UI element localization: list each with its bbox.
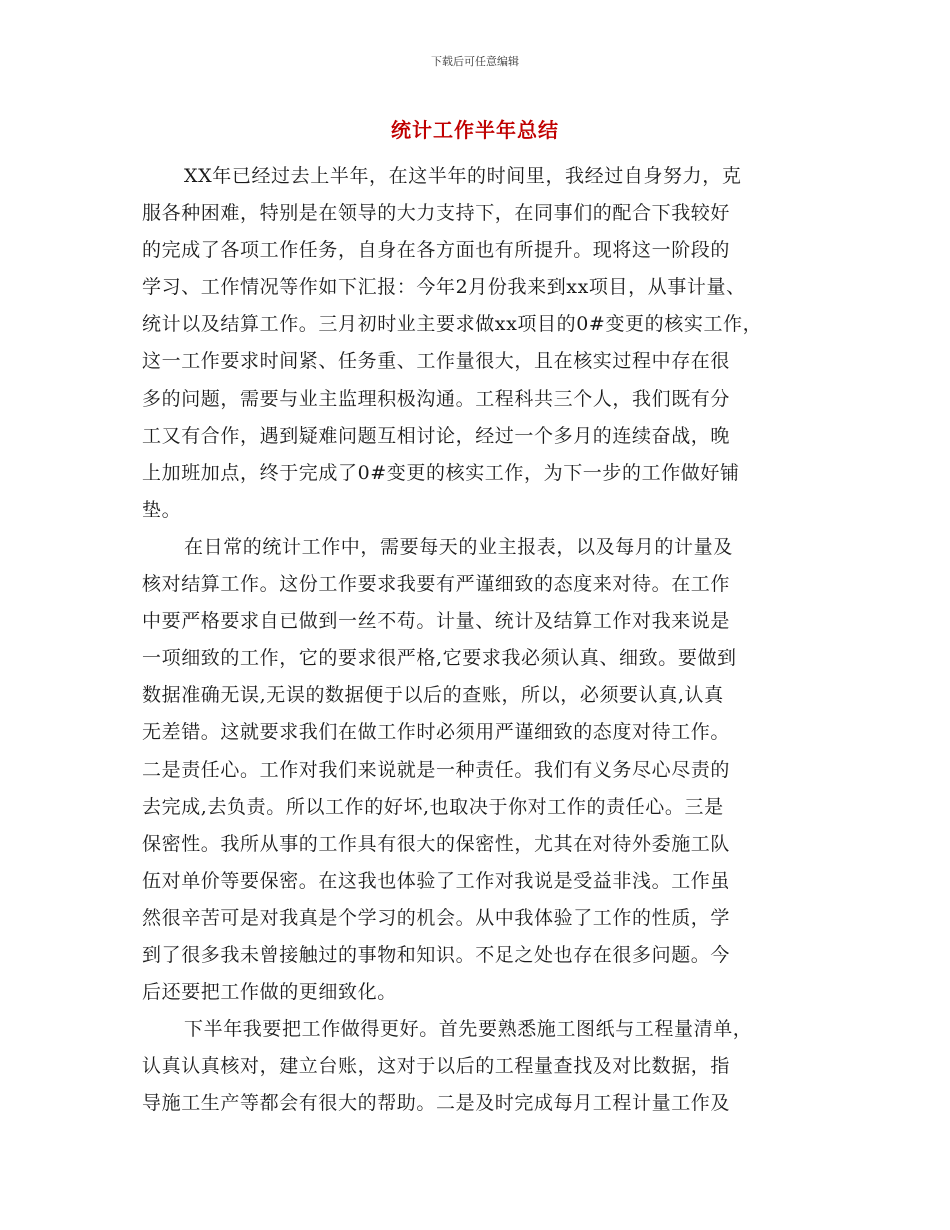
body-line-21: 然很辛苦可是对我真是个学习的机会。从中我体验了工作的性质，学 [142, 906, 731, 929]
body-line-20: 伍对单价等要保密。在这我也体验了工作对我说是受益非浅。工作虽 [142, 869, 731, 892]
body-line-26: 导施工生产等都会有很大的帮助。二是及时完成每月工程计量工作及 [142, 1092, 731, 1115]
body-line-5: 统计以及结算工作。三月初时业主要求做xx项目的0#变更的核实工作， [142, 313, 763, 336]
body-line-19: 保密性。我所从事的工作具有很大的保密性，尤其在对待外委施工队 [142, 832, 731, 855]
document-title: 统计工作半年总结 [391, 118, 559, 142]
body-line-15: 数据准确无误,无误的数据便于以后的查账，所以，必须要认真,认真 [142, 684, 724, 707]
body-line-3: 的完成了各项工作任务，自身在各方面也有所提升。现将这一阶段的 [142, 239, 731, 262]
body-line-7: 多的问题，需要与业主监理积极沟通。工程科共三个人，我们既有分 [142, 387, 731, 410]
body-line-12: 核对结算工作。这份工作要求我要有严谨细致的态度来对待。在工作 [142, 573, 731, 596]
body-line-9: 上加班加点，终于完成了0#变更的核实工作，为下一步的工作做好铺 [142, 461, 740, 484]
body-line-25: 认真认真核对，建立台账，这对于以后的工程量查找及对比数据，指 [142, 1055, 731, 1078]
body-line-6: 这一工作要求时间紧、任务重、工作量很大，且在核实过程中存在很 [142, 350, 731, 373]
body-line-2: 服各种困难，特别是在领导的大力支持下，在同事们的配合下我较好 [142, 202, 731, 225]
body-line-11: 在日常的统计工作中，需要每天的业主报表，以及每月的计量及 [184, 535, 733, 558]
body-line-16: 无差错。这就要求我们在做工作时必须用严谨细致的态度对待工作。 [142, 721, 731, 744]
body-line-8: 工又有合作，遇到疑难问题互相讨论，经过一个多月的连续奋战，晚 [142, 424, 731, 447]
body-line-10: 垫。 [142, 498, 182, 521]
page-header-note: 下载后可任意编辑 [431, 55, 519, 68]
body-line-14: 一项细致的工作，它的要求很严格,它要求我必须认真、细致。要做到 [142, 647, 737, 670]
body-line-23: 后还要把工作做的更细致化。 [142, 981, 397, 1004]
body-line-13: 中要严格要求自已做到一丝不苟。计量、统计及结算工作对我来说是 [142, 610, 731, 633]
body-line-22: 到了很多我未曾接触过的事物和知识。不足之处也存在很多问题。今 [142, 943, 731, 966]
document-body [142, 158, 812, 1122]
body-line-24: 下半年我要把工作做得更好。首先要熟悉施工图纸与工程量清单， [184, 1018, 753, 1041]
body-line-4: 学习、工作情况等作如下汇报：今年2月份我来到xx项目，从事计量、 [142, 276, 746, 299]
body-line-1: XX年已经过去上半年，在这半年的时间里，我经过自身努力，克 [184, 165, 742, 187]
body-line-18: 去完成,去负责。所以工作的好坏,也取决于你对工作的责任心。三是 [142, 795, 724, 818]
body-line-17: 二是责任心。工作对我们来说就是一种责任。我们有义务尽心尽责的 [142, 758, 731, 781]
